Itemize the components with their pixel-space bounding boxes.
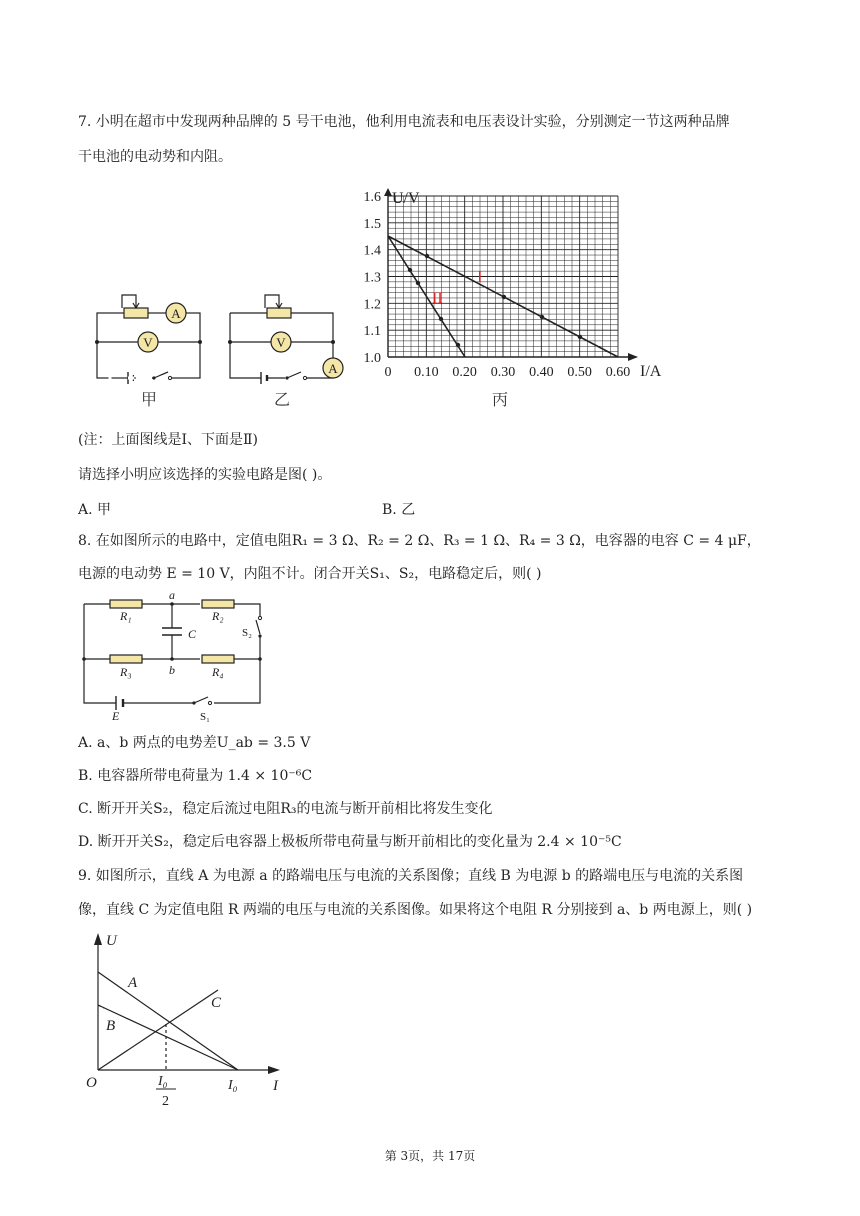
line-I-label: I — [477, 267, 483, 286]
graph-xlabel: I/A — [640, 363, 662, 380]
q8-line2: 电源的电动势 E = 10 V，内阻不计。闭合开关S₁、S₂，电路稳定后，则( ) — [78, 566, 542, 582]
svg-text:I₀: I₀ — [228, 1078, 238, 1093]
graph-bing — [350, 183, 680, 413]
x-tick-label: 0.40 — [529, 365, 554, 380]
circuit-q8 — [78, 590, 278, 722]
line-B — [98, 1005, 238, 1070]
x-tick-label: 0.20 — [452, 365, 477, 380]
svg-text:V: V — [143, 335, 153, 350]
svg-text:I: I — [273, 1078, 278, 1094]
q9-line1: 9. 如图所示，直线 A 为电源 a 的路端电压与电流的关系图像；直线 B 为电源 b 的路端电压与电流的关系图 — [78, 868, 744, 884]
graph-ylabel: U/V — [392, 190, 420, 207]
x-tick-label: 0.30 — [490, 365, 516, 380]
circuit-yi — [225, 290, 350, 410]
svg-text:b: b — [169, 663, 175, 677]
q8-option-a: A. a、b 两点的电势差U_ab = 3.5 V — [78, 735, 311, 751]
y-tick-label: 1.1 — [363, 324, 381, 340]
q7-line1: 7. 小明在超市中发现两种品牌的 5 号干电池，他利用电流表和电压表设计实验，分别测定一节这两种品牌 — [78, 114, 730, 130]
label-jia: 甲 — [140, 392, 158, 409]
svg-text:R₂: R₂ — [212, 609, 224, 623]
q7-note: (注：上面图线是Ⅰ、下面是Ⅱ) — [78, 432, 258, 448]
circuit-jia — [92, 290, 212, 410]
svg-text:E: E — [112, 709, 120, 722]
graph-q9 — [78, 925, 298, 1110]
q8-line1: 8. 在如图所示的电路中，定值电阻R₁ = 3 Ω、R₂ = 2 Ω、R₃ = 1 Ω、R₄ = 3 Ω，电容器的电容 C = 4 μF， — [78, 533, 761, 549]
y-tick-label: 1.5 — [363, 216, 381, 232]
q8-option-b: B. 电容器所带电荷量为 1.4 × 10⁻⁶C — [78, 768, 313, 784]
svg-text:A: A — [328, 361, 338, 376]
line-II-label: II — [432, 290, 443, 307]
svg-text:C: C — [188, 627, 197, 641]
x-tick-label: 0.10 — [414, 365, 439, 380]
svg-text:S₁: S₁ — [200, 711, 210, 722]
svg-text:I₀: I₀ — [158, 1074, 168, 1089]
y-tick-label: 1.2 — [363, 297, 381, 313]
svg-text:S₂: S₂ — [242, 627, 252, 639]
svg-text:V: V — [276, 335, 286, 350]
svg-text:R₃: R₃ — [120, 665, 132, 679]
svg-text:a: a — [169, 590, 175, 602]
svg-text:B: B — [106, 1018, 116, 1034]
label-bing: 丙 — [491, 392, 509, 409]
svg-text:2: 2 — [162, 1094, 169, 1109]
svg-text:A: A — [171, 306, 181, 321]
x-tick-label: 0 — [384, 365, 392, 380]
y-tick-label: 1.4 — [363, 243, 381, 259]
q9-line2: 像，直线 C 为定值电阻 R 两端的电压与电流的关系图像。如果将这个电阻 R 分别接到 a、b 两电源上，则( ) — [78, 902, 753, 918]
line-C — [98, 990, 218, 1070]
page-footer: 第 3页，共 17页 — [384, 1149, 476, 1163]
q7-option-b: B. 乙 — [382, 502, 416, 518]
q8-option-c: C. 断开开关S₂，稳定后流过电阻R₃的电流与断开前相比将发生变化 — [78, 801, 493, 817]
y-tick-label: 1.6 — [363, 190, 381, 205]
y-tick-label: 1.0 — [363, 351, 381, 366]
label-yi: 乙 — [273, 392, 291, 409]
svg-text:R₁: R₁ — [120, 609, 132, 623]
svg-text:U: U — [106, 933, 117, 949]
q8-option-d: D. 断开开关S₂，稳定后电容器上极板所带电荷量与断开前相比的变化量为 2.4 × 10⁻⁵C — [78, 834, 622, 850]
q7-question: 请选择小明应该选择的实验电路是图( )。 — [78, 467, 332, 483]
svg-text:R₄: R₄ — [212, 665, 224, 679]
svg-text:C: C — [211, 995, 222, 1011]
q7-line2: 干电池的电动势和内阻。 — [78, 149, 232, 165]
y-tick-label: 1.3 — [363, 270, 381, 286]
x-tick-label: 0.50 — [567, 365, 592, 380]
x-tick-label: 0.60 — [605, 365, 631, 380]
svg-text:O: O — [86, 1075, 97, 1091]
q7-option-a: A. 甲 — [78, 502, 112, 518]
svg-text:A: A — [128, 975, 138, 991]
